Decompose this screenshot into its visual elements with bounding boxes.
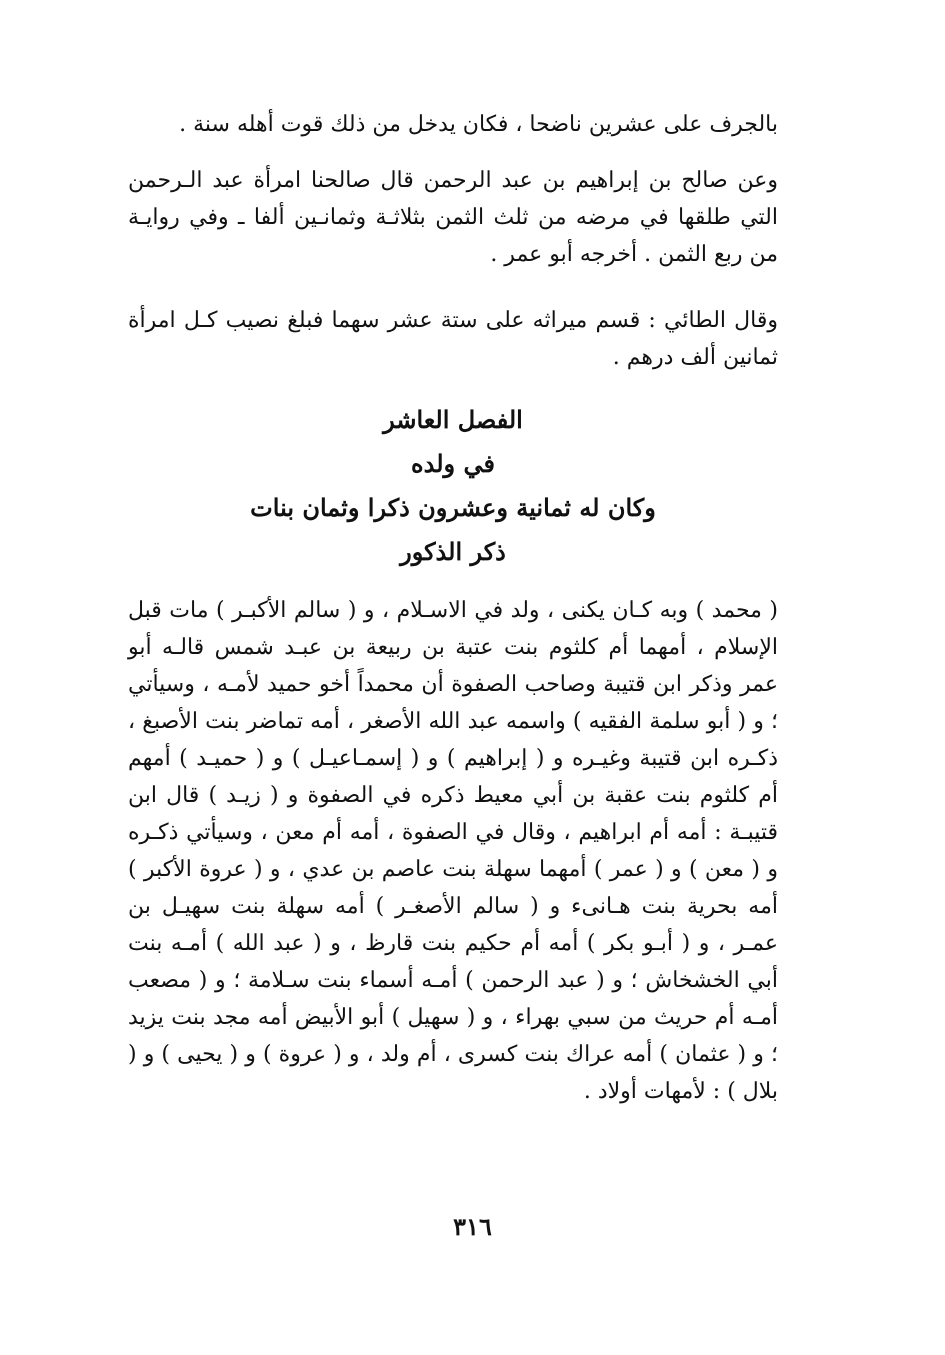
page-number: ٣١٦ <box>453 1212 492 1241</box>
paragraph-taai-narration: وقال الطائي : قسم ميراثه على ستة عشر سهما فبلغ نصيب كـل امرأة ثمانين ألف درهم . <box>128 308 778 370</box>
paragraph-saleh-narration: وعن صالح بن إبراهيم بن عبد الرحمن قال صالحنا امرأة عبد الـرحمن التي طلقها في مرضه من ثلث الثمن بثلاثـة وثمانـين ألفا ـ وفي روايـة من ربع الثمن . أخرجه أبو عمر . <box>128 168 778 267</box>
chapter-subject: في ولده <box>411 449 495 478</box>
chapter-headings <box>128 398 778 574</box>
chapter-title: الفصل العاشر <box>383 405 523 434</box>
chapter-summary: وكان له ثمانية وعشرون ذكرا وثمان بنات <box>250 493 656 522</box>
paragraph-sons-list: ( محمد ) وبه كـان يكنى ، ولد في الاسـلام ، و ( سالم الأكبـر ) مات قبل الإسلام ، أمهما أم كلثوم بنت عتبة بن ربيعة بن عبـد شمس قالـه أبو عمر وذكر ابن قتيبة وصاحب الصفوة أن محمداً أخو حميد لأمـه ، وسيأتي ؛ و ( أبو سلمة الفقيه ) واسمه عبد الله الأصغر ، أمه تماضر بنت الأصبغ ، ذكـره ابن قتيبة وغيـره و ( إبراهيم ) و ( إسمـاعيـل ) و ( حميـد ) أمهم أم كلثوم بنت عقبة بن أبي معيط ذكره في الصفوة و ( زيـد ) قال ابن قتيبـة : أمه أم ابراهيم ، وقال في الصفوة ، أمه أم معن ، وسيأتي ذكـره و ( معن ) و ( عمر ) أمهما سهلة بنت عاصم بن عدي ، و ( عروة الأكبر ) أمه بحرية بنت هـانىء و ( سالم الأصغـر ) أمه سهلة بنت سهيـل بن عمـر ، و ( أبـو بكر ) أمه أم حكيم بنت قارظ ، و ( عبد الله ) أمـه بنت أبي الخشخاش ؛ و ( عبد الرحمن ) أمـه أسماء بنت سـلامة ؛ و ( مصعب أمـه أم حريث من سبي بهراء ، و ( سهيل ) أبو الأبيض أمه مجد بنت يزيد ؛ و ( عثمان ) أمه عراك بنت كسرى ، أم ولد ، و ( عروة ) و ( يحيى ) و ( بلال ) : لأمهات أولاد . <box>128 598 778 1104</box>
section-title: ذكر الذكور <box>400 537 506 566</box>
paragraph-continuation: بالجرف على عشرين ناضحا ، فكان يدخل من ذلك قوت أهله سنة . <box>179 112 778 137</box>
